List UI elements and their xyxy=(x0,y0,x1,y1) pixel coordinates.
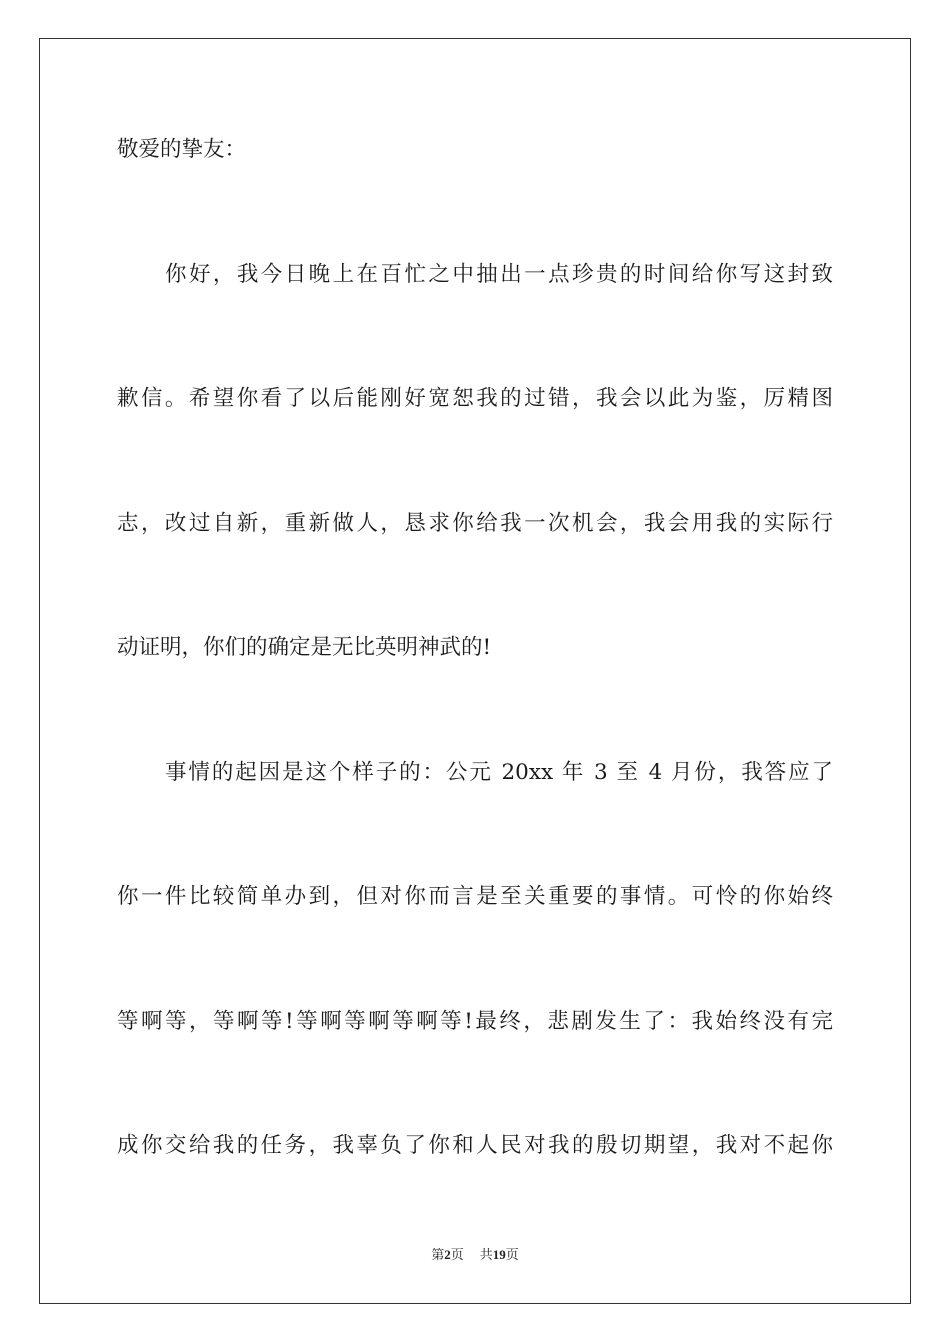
paragraph-1-line-1: 你好，我今日晚上在百忙之中抽出一点珍贵的时间给你写这封致 xyxy=(165,262,833,287)
paragraph-1-line-3: 志，改过自新，重新做人，恳求你给我一次机会，我会用我的实际行 xyxy=(117,511,833,536)
letter-salutation: 敬爱的挚友： xyxy=(117,137,247,162)
footer-total-suffix: 页 xyxy=(505,1247,519,1262)
paragraph-2-line-4: 成你交给我的任务，我辜负了你和人民对我的殷切期望，我对不起你 xyxy=(117,1133,833,1158)
paragraph-1-line-2: 歉信。希望你看了以后能刚好宽恕我的过错，我会以此为鉴，厉精图 xyxy=(117,386,833,411)
paragraph-2-line-3: 等啊等，等啊等!等啊等啊等啊等!最终，悲剧发生了：我始终没有完 xyxy=(117,1009,833,1034)
footer-total-prefix: 共 xyxy=(479,1247,493,1262)
footer-page-prefix: 第 xyxy=(431,1247,445,1262)
paragraph-2-line-1: 事情的起因是这个样子的：公元 20xx 年 3 至 4 月份，我答应了 xyxy=(165,760,833,785)
paragraph-2-line-2: 你一件比较简单办到，但对你而言是至关重要的事情。可怜的你始终 xyxy=(117,884,833,909)
footer-page-number: 2 xyxy=(444,1247,451,1262)
page-border xyxy=(39,38,911,1304)
footer-total-pages: 19 xyxy=(492,1247,506,1262)
footer-page-suffix: 页 xyxy=(450,1247,464,1262)
paragraph-1-line-4: 动证明，你们的确定是无比英明神武的! xyxy=(117,635,492,660)
page-footer xyxy=(0,1246,950,1264)
